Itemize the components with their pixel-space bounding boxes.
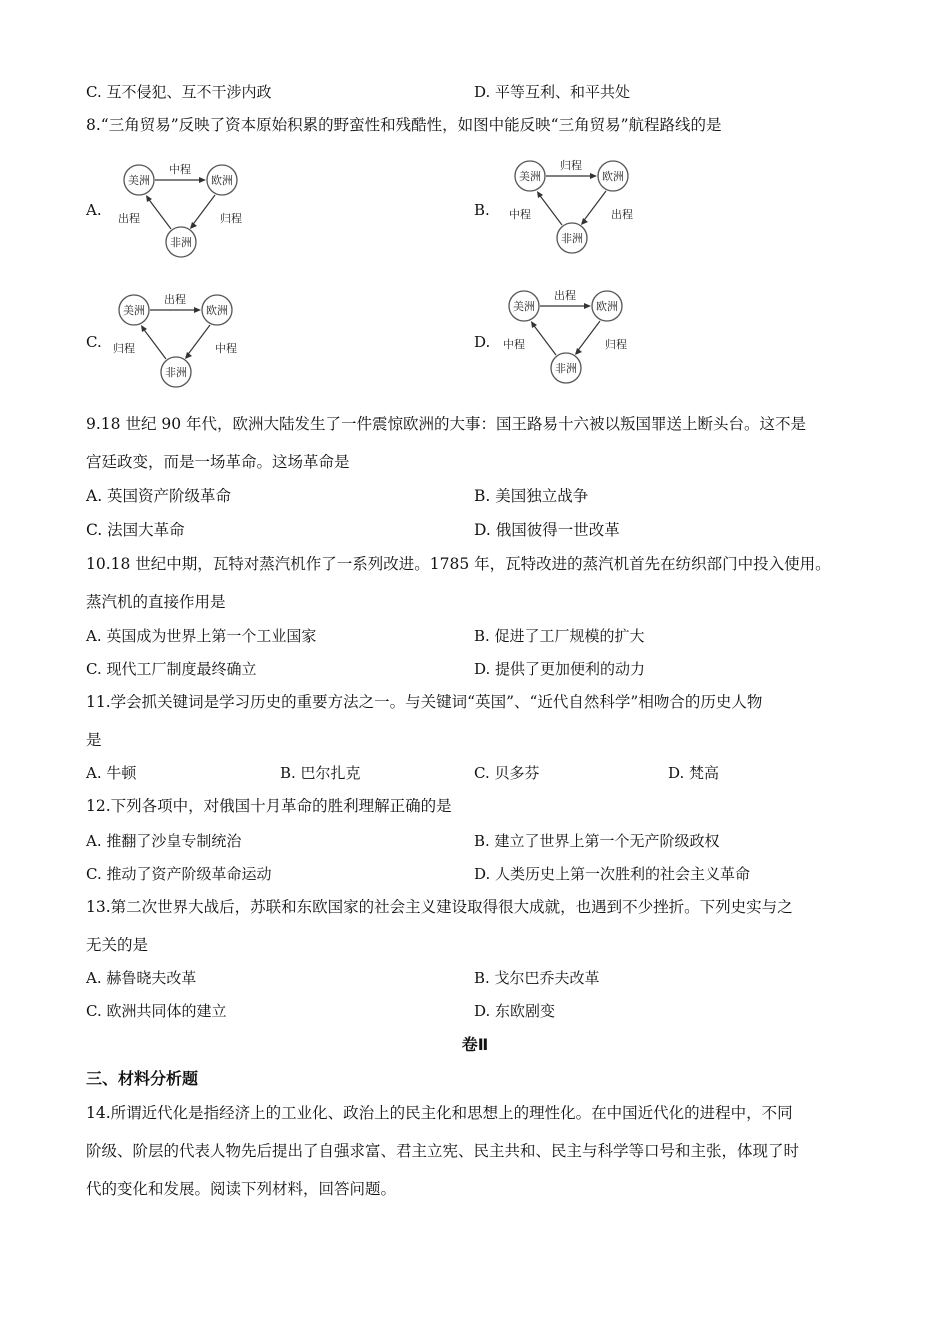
node-europe-label: 欧洲 — [206, 304, 228, 317]
q8-stem: 8.“三角贸易”反映了资本原始积累的野蛮性和残酷性，如图中能反映“三角贸易”航程路线的是 — [86, 116, 722, 134]
q10-option-c: C. 现代工厂制度最终确立 — [86, 660, 257, 678]
triangle-trade-diagram-d — [500, 286, 650, 386]
edge-right-label: 中程 — [215, 342, 237, 355]
q9-option-d: D. 俄国彼得一世改革 — [474, 521, 620, 539]
q12-option-a: A. 推翻了沙皇专制统治 — [86, 832, 242, 850]
arrowhead-right — [584, 303, 591, 309]
node-africa-label: 非洲 — [561, 232, 583, 245]
triangle-trade-diagram-c — [110, 290, 260, 390]
q11-option-c: C. 贝多芬 — [474, 764, 540, 782]
arrow-europe-africa — [582, 191, 606, 223]
node-america-label: 美洲 — [519, 170, 541, 183]
arrow-africa-america — [147, 197, 171, 229]
q10-option-a: A. 英国成为世界上第一个工业国家 — [86, 627, 317, 645]
q11-stem-line1: 11.学会抓关键词是学习历史的重要方法之一。与关键词“英国”、“近代自然科学”相吻合的历史人物 — [86, 693, 763, 711]
q8-option-d-label: D. — [474, 333, 491, 351]
edge-top-label: 归程 — [560, 159, 582, 172]
q12-option-b: B. 建立了世界上第一个无产阶级政权 — [474, 832, 720, 850]
q10-option-d: D. 提供了更加便利的动力 — [474, 660, 646, 678]
q14-stem-line2: 阶级、阶层的代表人物先后提出了自强求富、君主立宪、民主共和、民主与科学等口号和主张，体现了时 — [86, 1142, 800, 1160]
edge-right-label: 出程 — [611, 208, 633, 221]
q7-option-c: C. 互不侵犯、互不干涉内政 — [86, 83, 272, 101]
edge-top-label: 出程 — [164, 293, 186, 306]
node-europe-label: 欧洲 — [211, 174, 233, 187]
edge-top-label: 出程 — [554, 289, 576, 302]
q8-option-b-label: B. — [474, 201, 490, 219]
node-america-label: 美洲 — [128, 174, 150, 187]
arrow-africa-america — [538, 193, 562, 225]
node-europe-label: 欧洲 — [602, 170, 624, 183]
q12-option-c: C. 推动了资产阶级革命运动 — [86, 865, 272, 883]
node-africa-label: 非洲 — [165, 366, 187, 379]
q10-stem-line1: 10.18 世纪中期，瓦特对蒸汽机作了一系列改进。1785 年，瓦特改进的蒸汽机首先在纺织部门中投入使用。 — [86, 555, 831, 573]
q13-stem-line2: 无关的是 — [86, 936, 149, 954]
arrowhead-right — [199, 177, 206, 183]
arrowhead-up-left — [537, 191, 543, 198]
node-america-label: 美洲 — [123, 304, 145, 317]
node-america-label: 美洲 — [513, 300, 535, 313]
q13-stem-line1: 13.第二次世界大战后，苏联和东欧国家的社会主义建设取得很大成就，也遇到不少挫折。下列史实与之 — [86, 898, 793, 916]
arrowhead-right — [194, 307, 201, 313]
q9-option-b: B. 美国独立战争 — [474, 487, 589, 505]
node-africa-label: 非洲 — [555, 362, 577, 375]
q11-option-a: A. 牛顿 — [86, 764, 137, 782]
edge-top-label: 中程 — [169, 163, 191, 176]
arrow-africa-america — [532, 323, 556, 355]
q13-option-c: C. 欧洲共同体的建立 — [86, 1002, 227, 1020]
q10-stem-line2: 蒸汽机的直接作用是 — [86, 593, 226, 611]
arrowhead-right — [590, 173, 597, 179]
q13-option-a: A. 赫鲁晓夫改革 — [86, 969, 197, 987]
q8-diagram-d — [500, 286, 650, 386]
arrowhead-up-left — [146, 195, 152, 202]
edge-right-label: 归程 — [220, 212, 242, 225]
arrow-europe-africa — [186, 325, 210, 357]
node-africa-label: 非洲 — [170, 236, 192, 249]
q9-option-a: A. 英国资产阶级革命 — [86, 487, 232, 505]
triangle-trade-diagram-b — [506, 156, 656, 256]
q7-option-d: D. 平等互利、和平共处 — [474, 83, 631, 101]
triangle-trade-diagram-a — [115, 160, 265, 260]
q12-option-d: D. 人类历史上第一次胜利的社会主义革命 — [474, 865, 751, 883]
q8-diagram-b — [506, 156, 656, 256]
q9-stem-line1: 9.18 世纪 90 年代，欧洲大陆发生了一件震惊欧洲的大事：国王路易十六被以叛国罪送上断头台。这不是 — [86, 415, 807, 433]
edge-left-label: 出程 — [118, 212, 140, 225]
q13-option-b: B. 戈尔巴乔夫改革 — [474, 969, 600, 987]
q12-stem: 12.下列各项中，对俄国十月革命的胜利理解正确的是 — [86, 797, 452, 815]
q8-diagram-c — [110, 290, 260, 390]
q8-diagram-a — [115, 160, 265, 260]
q8-option-c-label: C. — [86, 333, 102, 351]
arrowhead-up-left — [141, 325, 147, 332]
arrowhead-up-left — [531, 321, 537, 328]
q9-option-c: C. 法国大革命 — [86, 521, 185, 539]
q13-option-d: D. 东欧剧变 — [474, 1002, 556, 1020]
edge-right-label: 归程 — [605, 338, 627, 351]
q8-option-a-label: A. — [86, 201, 102, 219]
q11-option-b: B. 巴尔扎克 — [280, 764, 361, 782]
node-europe-label: 欧洲 — [596, 300, 618, 313]
edge-left-label: 中程 — [503, 338, 525, 351]
q14-stem-line3: 代的变化和发展。阅读下列材料，回答问题。 — [86, 1180, 397, 1198]
q14-stem-line1: 14.所谓近代化是指经济上的工业化、政治上的民主化和思想上的理性化。在中国近代化的进程中，不同 — [86, 1104, 793, 1122]
edge-left-label: 归程 — [113, 342, 135, 355]
arrow-europe-africa — [191, 195, 215, 227]
q9-stem-line2: 宫廷政变，而是一场革命。这场革命是 — [86, 453, 350, 471]
section-title: 三、材料分析题 — [86, 1069, 199, 1088]
arrow-africa-america — [142, 327, 166, 359]
volume-title: 卷Ⅱ — [461, 1035, 489, 1054]
q11-option-d: D. 梵高 — [668, 764, 720, 782]
q11-stem-line2: 是 — [86, 731, 102, 749]
arrow-europe-africa — [576, 321, 600, 353]
edge-left-label: 中程 — [509, 208, 531, 221]
q10-option-b: B. 促进了工厂规模的扩大 — [474, 627, 645, 645]
